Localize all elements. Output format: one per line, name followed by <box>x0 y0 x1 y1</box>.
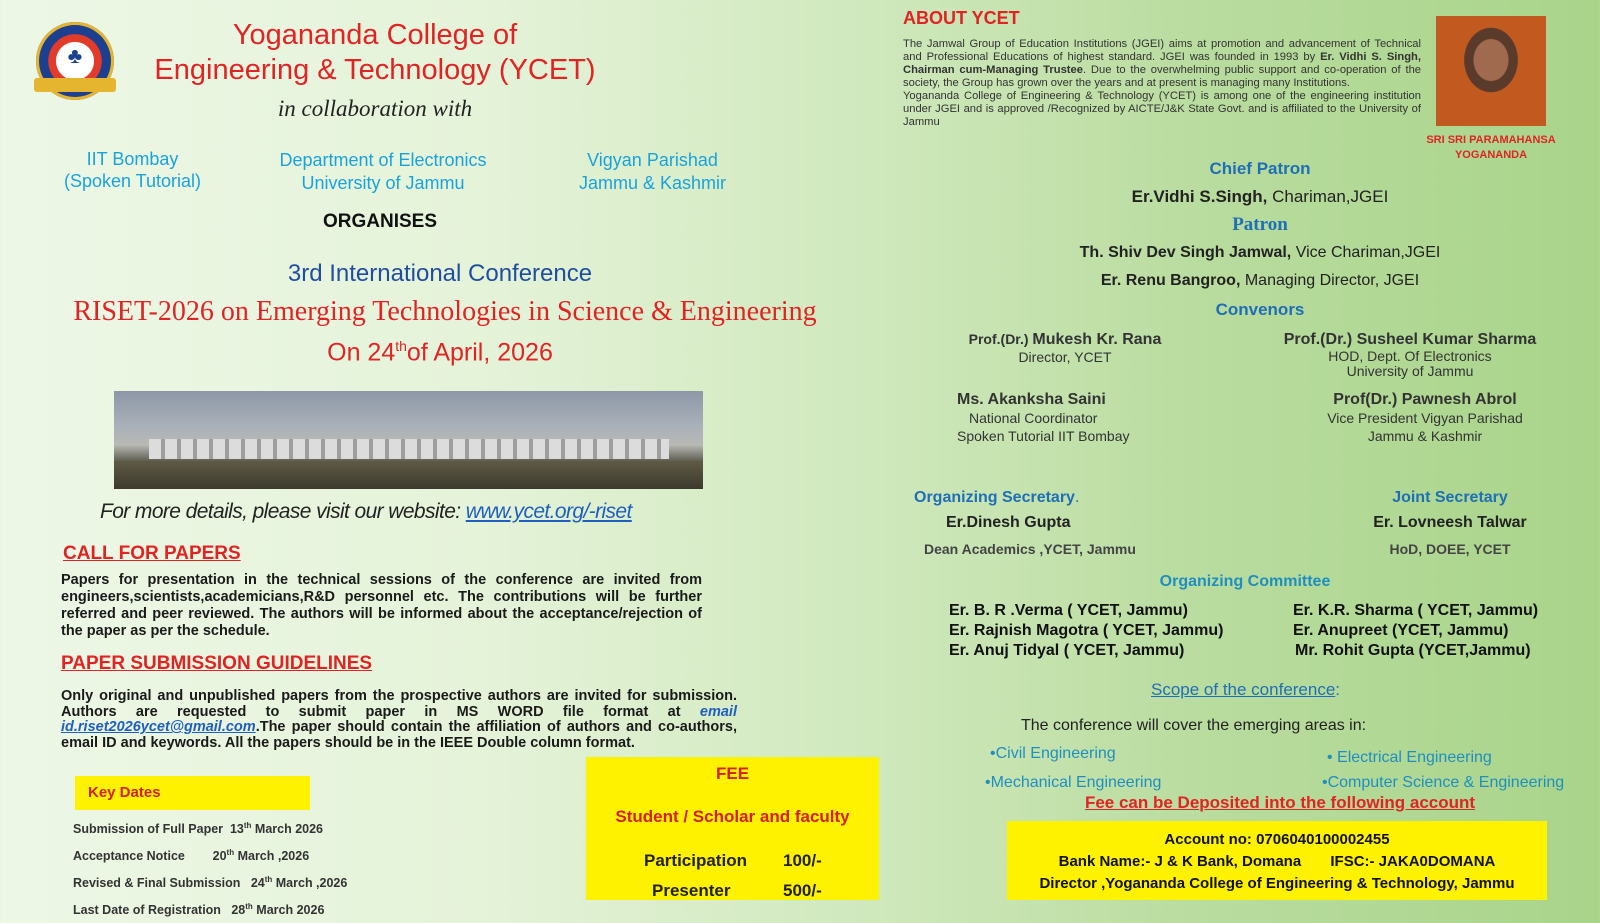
guidelines-text <box>61 689 737 751</box>
committee-member: Er. Rajnish Magotra ( YCET, Jammu) <box>949 622 1224 639</box>
scope-area: •Mechanical Engineering <box>985 774 1162 791</box>
partner-dept-electronics <box>248 149 518 195</box>
college-name-line2: Engineering & Technology (YCET) <box>154 54 596 86</box>
convenors-heading: Convenors <box>1215 300 1305 319</box>
guidelines-text-before: Only original and unpublished papers from the prospective authors are invited for submission. Authors are requested to submit paper in MS WORD file format at <box>61 688 737 720</box>
convenor-card <box>957 391 1197 445</box>
patron-1-role: Vice Chariman,JGEI <box>1291 244 1441 261</box>
email-label: email <box>699 703 737 720</box>
key-date-rest: March 2026 <box>252 903 325 918</box>
campus-photo <box>114 391 703 489</box>
fee-amount: 500/- <box>783 881 822 900</box>
date-month-year: of April, 2026 <box>406 338 553 367</box>
key-date-row <box>73 841 513 868</box>
scope-colon: : <box>1335 680 1341 699</box>
website-link[interactable]: www.ycet.org/-riset <box>465 500 632 523</box>
portrait-caption <box>1418 133 1564 163</box>
org-secretary-name: Er.Dinesh Gupta <box>946 514 1071 531</box>
fee-label: Participation <box>644 851 747 870</box>
convenor-card <box>1260 331 1560 379</box>
account-notice: Fee can be Deposited into the following account <box>1084 793 1476 812</box>
joint-secretary-role: HoD, DOEE, YCET <box>1389 541 1511 557</box>
partner-line: Jammu & Kashmir <box>578 173 727 193</box>
scope-intro: The conference will cover the emerging areas in: <box>1021 717 1367 734</box>
date-sup: th <box>395 338 407 354</box>
call-for-papers-heading: CALL FOR PAPERS <box>63 543 241 564</box>
chief-patron-name: Er.Vidhi S.Singh, <box>1131 187 1268 206</box>
partner-line: Vigyan Parishad <box>587 150 718 170</box>
about-p1-a: The Jamwal Group of Education Institutions (JGEI) aims at promotion and advancement of Technical and Professional Educations of highest standard. JGEI was founded in 1993 by <box>903 38 1421 63</box>
key-date-label: Revised & Final Submission 24 <box>73 876 265 891</box>
convenor-affiliation: Jammu & Kashmir <box>1367 428 1483 444</box>
fee-row <box>586 881 879 901</box>
yogananda-portrait <box>1436 16 1546 126</box>
fee-box <box>586 757 879 900</box>
fee-heading: FEE <box>715 764 750 783</box>
campus-building <box>149 439 669 459</box>
bank-details: Bank Name:- J & K Bank, Domana IFSC:- JAKA0DOMANA <box>1058 853 1496 870</box>
key-date-sup: th <box>226 848 235 858</box>
partner-vigyan-parishad <box>560 149 745 195</box>
key-dates-box <box>75 776 310 810</box>
partner-line: IIT Bombay <box>86 149 179 169</box>
portrait-caption-line2: YOGANANDA <box>1454 149 1528 161</box>
convenor-card <box>1290 391 1560 445</box>
call-for-papers-text: Papers for presentation in the technical sessions of the conference are invited from engineers,scientists,academicians,R&D personnel etc. The contributions will be further referred and peer reviewed. The authors will be informed about the acceptance/rejection of the paper as per the schedule. <box>61 572 702 639</box>
organises-label: ORGANISES <box>322 211 438 232</box>
chief-patron-role: Chariman,JGEI <box>1267 187 1389 206</box>
scope-heading-text: Scope of the conference <box>1151 680 1336 699</box>
website-line <box>100 500 720 524</box>
conference-title: 3rd International Conference <box>287 260 593 287</box>
convenor-role: Vice President Vigyan Parishad <box>1327 410 1523 426</box>
collaboration-text: in collaboration with <box>277 96 473 121</box>
fee-row <box>586 851 879 871</box>
account-holder: Director ,Yogananda College of Engineering & Technology, Jammu <box>1039 875 1515 892</box>
key-date-row <box>73 814 513 841</box>
scope-area: •Computer Science & Engineering <box>1322 774 1565 791</box>
fee-amount: 100/- <box>783 851 822 870</box>
org-secretary-dot: . <box>1074 489 1080 506</box>
college-name <box>120 18 630 88</box>
convenor-affiliation: University of Jammu <box>1346 363 1474 379</box>
partner-iit-bombay <box>40 148 225 192</box>
guidelines-text-after: .The paper should contain the affiliation of authors and co-authors, email ID and keywords. All the papers should be in the IEEE Double column format. <box>61 719 737 751</box>
website-label: For more details, please visit our website: <box>100 500 466 523</box>
conference-date <box>290 338 590 367</box>
partner-line: Department of Electronics <box>279 150 487 170</box>
about-paragraph-2: Yogananda College of Engineering & Technology (YCET) is among one of the engineering institution under JGEI and is approved /Recognized by AICTE/J&K State Govt. and is affiliated to the University of Jammu <box>903 90 1421 128</box>
patron-1 <box>1020 244 1500 262</box>
committee-member: Er. Anuj Tidyal ( YCET, Jammu) <box>949 642 1185 659</box>
partner-line: University of Jammu <box>301 173 465 193</box>
chief-patron-heading: Chief Patron <box>1209 159 1311 178</box>
patron-2 <box>1020 272 1500 290</box>
scope-heading <box>1151 680 1340 700</box>
logo-figure-icon: ♣ <box>67 43 83 68</box>
date-day: On 24 <box>327 338 396 367</box>
convenor-name: Prof(Dr.) Pawnesh Abrol <box>1333 391 1517 408</box>
committee-member: Mr. Rohit Gupta (YCET,Jammu) <box>1295 642 1531 659</box>
convenor-affiliation: Spoken Tutorial IIT Bombay <box>957 428 1130 444</box>
committee-left <box>949 601 1223 661</box>
committee-member: Er. Anupreet (YCET, Jammu) <box>1293 622 1509 639</box>
key-date-sup: th <box>264 875 273 885</box>
fee-category: Student / Scholar and faculty <box>615 807 850 826</box>
guidelines-heading: PAPER SUBMISSION GUIDELINES <box>61 653 373 674</box>
key-date-rest: March ,2026 <box>272 876 348 891</box>
key-date-row <box>73 868 513 895</box>
convenor-role: HOD, Dept. Of Electronics <box>1328 348 1492 364</box>
convenor-role: Director, YCET <box>1018 349 1112 365</box>
convenor-prefix: Prof.(Dr.) <box>968 331 1033 347</box>
logo-ribbon <box>34 78 116 92</box>
fee-label: Presenter <box>652 881 731 900</box>
patron-1-name: Th. Shiv Dev Singh Jamwal, <box>1079 244 1292 261</box>
about-heading: ABOUT YCET <box>903 8 1020 28</box>
committee-heading: Organizing Committee <box>1159 573 1331 590</box>
about-p1-c: . Due to the overwhelming public support and co-operation of the society, the Group has grown over the years and at present is managing many Institutions. <box>903 64 1422 89</box>
patron-2-name: Er. Renu Bangroo, <box>1100 272 1241 289</box>
key-date-label: Acceptance Notice 20 <box>73 849 227 864</box>
account-box <box>1007 821 1547 900</box>
portrait-caption-line1: SRI SRI PARAMAHANSA <box>1426 134 1556 146</box>
scope-area: • Electrical Engineering <box>1327 749 1492 766</box>
key-date-label: Last Date of Registration 28 <box>73 903 246 918</box>
patron-2-role: Managing Director, JGEI <box>1240 272 1420 289</box>
chief-patron <box>1070 187 1450 207</box>
joint-secretary-heading: Joint Secretary <box>1392 489 1508 506</box>
riset-title: RISET-2026 on Emerging Technologies in Science & Engineering <box>73 296 817 327</box>
convenor-name: Ms. Akanksha Saini <box>957 391 1106 408</box>
key-date-sup: th <box>243 821 252 830</box>
about-paragraph-1 <box>903 38 1421 90</box>
convenor-name-text: Mukesh Kr. Rana <box>1032 331 1162 348</box>
key-date-label: Submission of Full Paper 13 <box>73 822 244 837</box>
scope-area: •Civil Engineering <box>990 745 1116 762</box>
org-secretary-role: Dean Academics ,YCET, Jammu <box>924 541 1136 557</box>
account-number: Account no: 0706040100002455 <box>1164 831 1390 848</box>
campus-ground <box>114 461 703 489</box>
about-p1-founder: Er. Vidhi S. Singh, Chairman cum-Managing Trustee <box>903 51 1422 76</box>
committee-right <box>1293 601 1538 661</box>
committee-member: Er. B. R .Verma ( YCET, Jammu) <box>949 602 1188 619</box>
convenor-role: National Coordinator <box>969 410 1098 426</box>
key-dates-heading: Key Dates <box>88 784 161 801</box>
org-secretary-heading-text: Organizing Secretary <box>914 489 1075 506</box>
about-text <box>903 38 1421 129</box>
convenor-name: Prof.(Dr.) Susheel Kumar Sharma <box>1283 331 1537 348</box>
org-secretary-heading <box>914 489 1079 507</box>
partner-line: (Spoken Tutorial) <box>63 171 202 191</box>
key-date-rest: March ,2026 <box>234 849 310 864</box>
college-name-line1: Yogananda College of <box>232 19 518 51</box>
joint-secretary-name: Er. Lovneesh Talwar <box>1373 514 1527 531</box>
convenor-card <box>945 331 1185 365</box>
email-link[interactable]: id.riset2026ycet@gmail.com <box>61 719 256 735</box>
convenor-name <box>945 331 1185 349</box>
key-dates-list <box>73 814 513 923</box>
key-date-sup: th <box>245 902 253 912</box>
committee-member: Er. K.R. Sharma ( YCET, Jammu) <box>1293 602 1539 619</box>
patron-heading: Patron <box>1232 214 1288 235</box>
key-date-rest: March 2026 <box>251 822 324 837</box>
